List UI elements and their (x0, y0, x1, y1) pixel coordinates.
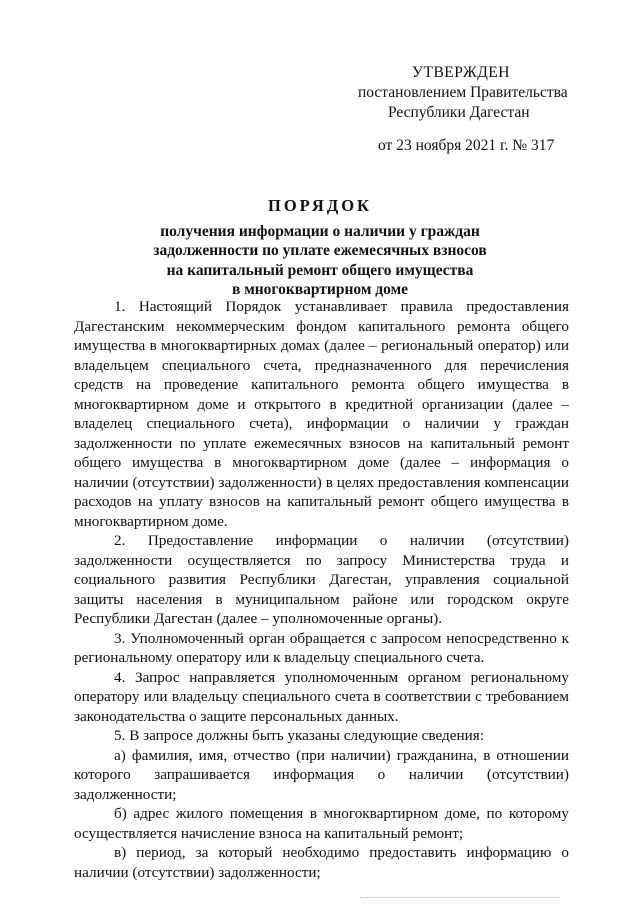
paragraph-3: 3. Уполномоченный орган обращается с запросом непосредственно к региональному оператору или к владельцу специального счета. (74, 629, 569, 666)
approval-title: УТВЕРЖДЕН (412, 64, 510, 81)
paragraph-2: 2. Предоставление информации о наличии (отсутствии) задолженности осуществляется по запросу Министерства труда и социального развития Республики Дагестан, управления социальной защиты населения в муниципальном районе или городском округе Республики Дагестан (далее – уполномоченные органы). (74, 532, 569, 627)
paragraph-5a: а) фамилия, имя, отчество (при наличии) гражданина, в отношении которого запрашивается информация о наличии (отсутствии) задолженности; (74, 746, 569, 803)
approval-block (350, 63, 610, 156)
heading-title: ПОРЯДОК (268, 196, 372, 215)
paragraph-4: 4. Запрос направляется уполномоченным органом региональному оператору или владельцу специального счета в соответствии с требованием законодательства о защите персональных данных. (74, 668, 569, 725)
heading-line-2: задолженности по уплате ежемесячных взносов (153, 242, 487, 259)
approval-decree-line: постановлением Правительства (358, 84, 568, 101)
paragraph-5: 5. В запросе должны быть указаны следующие сведения: (114, 727, 484, 744)
approval-date: от 23 ноября 2021 г. № 317 (378, 137, 555, 154)
scan-artifact-dots (360, 897, 560, 900)
document-body (74, 297, 569, 882)
approval-republic-line: Республики Дагестан (388, 104, 530, 121)
paragraph-1: 1. Настоящий Порядок устанавливает правила предоставления Дагестанским некоммерческим фондом капитального ремонта общего имущества в многоквартирных домах (далее – региональный оператор) или владельцем специального счета, предназначенного для перечисления средств на проведение капитального ремонта общего имущества в многоквартирном доме и открытого в кредитной организации (далее – владелец специального счета), информации о наличии у граждан задолженности по уплате ежемесячных взносов на капитальный ремонт общего имущества в многоквартирном доме (далее – информация о наличии (отсутствии) задолженности) в целях предоставления компенсации расходов на уплату взносов на капитальный ремонт общего имущества в многоквартирном доме. (74, 298, 569, 530)
paragraph-5c: в) период, за который необходимо предоставить информацию о наличии (отсутствии) задолженности; (74, 844, 569, 881)
document-heading (60, 196, 580, 300)
heading-line-4: в многоквартирном доме (231, 281, 409, 298)
paragraph-5b: б) адрес жилого помещения в многоквартирном доме, по которому осуществляется начисление взноса на капитальный ремонт; (74, 805, 569, 842)
heading-line-3: на капитальный ремонт общего имущества (166, 261, 474, 279)
heading-line-1: получения информации о наличии у граждан (160, 222, 480, 240)
